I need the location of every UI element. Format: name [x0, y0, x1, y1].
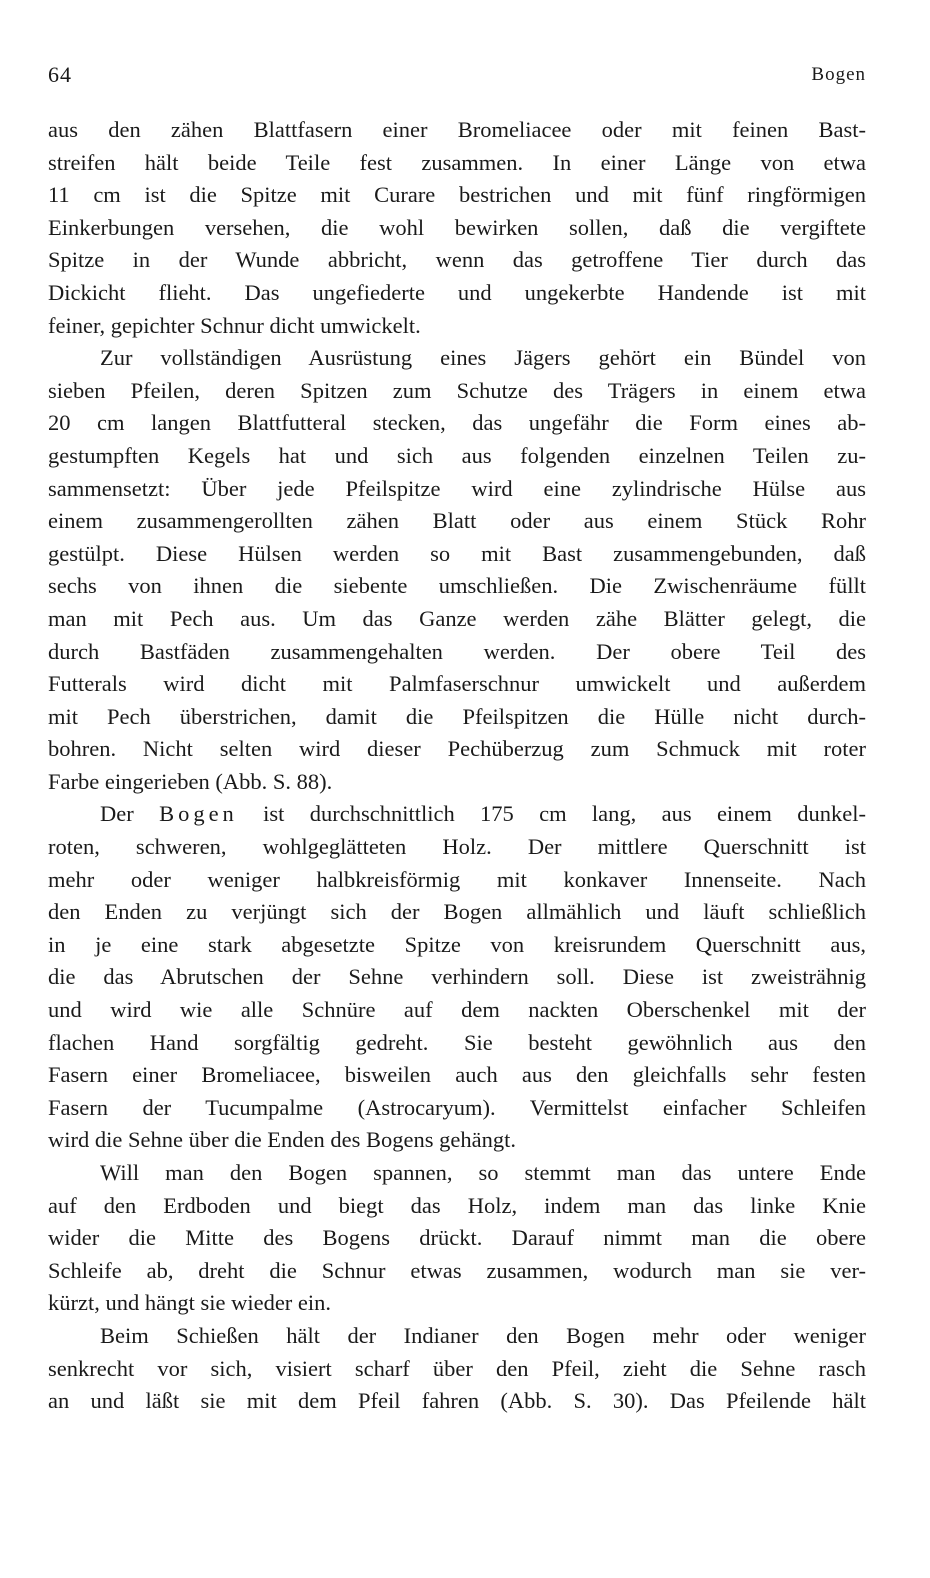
text-line: bohren. Nicht selten wird dieser Pechüberzug zum Schmuck mit roter — [48, 736, 866, 762]
paragraph-1 — [48, 114, 866, 342]
text-line: Farbe eingerieben (Abb. S. 88). — [48, 768, 333, 794]
text-line: roten, schweren, wohlgeglätteten Holz. Der mittlere Querschnitt ist — [48, 834, 866, 860]
paragraph-3 — [48, 798, 866, 1157]
text-line — [48, 798, 866, 831]
lead-before: Der — [100, 801, 160, 827]
text-line: Zur vollständigen Ausrüstung eines Jägers gehört ein Bündel von — [100, 345, 866, 371]
text-line: senkrecht vor sich, visiert scharf über den Pfeil, zieht die Sehne rasch — [48, 1355, 866, 1381]
text-line: gestumpften Kegels hat und sich aus folgenden einzelnen Teilen zu- — [48, 442, 866, 468]
text-line: Futterals wird dicht mit Palmfaserschnur umwickelt und außerdem — [48, 671, 866, 697]
text-line: aus den zähen Blattfasern einer Bromeliacee oder mit feinen Bast- — [48, 117, 866, 142]
text-line: und wird wie alle Schnüre auf dem nackten Oberschenkel mit der — [48, 997, 866, 1023]
page-number: 64 — [48, 62, 72, 87]
text-line: man mit Pech aus. Um das Ganze werden zähe Blätter gelegt, die — [48, 605, 866, 631]
text-line: Beim Schießen hält der Indianer den Bogen mehr oder weniger — [100, 1322, 866, 1348]
text-line: auf den Erdboden und biegt das Holz, indem man das linke Knie — [48, 1192, 866, 1218]
text-line: Spitze in der Wunde abbricht, wenn das getroffene Tier durch das — [48, 247, 866, 273]
text-line: gestülpt. Diese Hülsen werden so mit Bast zusammengebunden, daß — [48, 540, 866, 566]
text-line: streifen hält beide Teile fest zusammen. In einer Länge von etwa — [48, 149, 866, 175]
text-line: 11 cm ist die Spitze mit Curare bestrichen und mit fünf ringförmigen — [48, 182, 866, 208]
text-line: wider die Mitte des Bogens drückt. Darauf nimmt man die obere — [48, 1225, 866, 1251]
text-line: feiner, gepichter Schnur dicht umwickelt. — [48, 312, 421, 338]
page-header — [48, 62, 866, 92]
text-line: mehr oder weniger halbkreisförmig mit konkaver Innenseite. Nach — [48, 866, 866, 892]
text-line: den Enden zu verjüngt sich der Bogen allmählich und läuft schließlich — [48, 899, 866, 925]
text-line: in je eine stark abgesetzte Spitze von kreisrundem Querschnitt aus, — [48, 931, 866, 957]
text-line: Fasern einer Bromeliacee, bisweilen auch aus den gleichfalls sehr festen — [48, 1062, 866, 1088]
text-line: Will man den Bogen spannen, so stemmt man das untere Ende — [100, 1160, 866, 1185]
text-line: mit Pech überstrichen, damit die Pfeilspitzen die Hülle nicht durch- — [48, 703, 866, 729]
paragraph-5 — [48, 1320, 866, 1418]
text-line: einem zusammengerollten zähen Blatt oder aus einem Stück Rohr — [48, 508, 866, 534]
text-line: Einkerbungen versehen, die wohl bewirken sollen, daß die vergiftete — [48, 214, 866, 240]
text-line: kürzt, und hängt sie wieder ein. — [48, 1290, 332, 1316]
text-line: sechs von ihnen die siebente umschließen. Die Zwischenräume füllt — [48, 573, 866, 599]
body-text — [48, 114, 866, 1418]
text-line: sieben Pfeilen, deren Spitzen zum Schutze des Trägers in einem etwa — [48, 377, 866, 403]
paragraph-2 — [48, 342, 866, 798]
text-line: 20 cm langen Blattfutteral stecken, das ungefähr die Form eines ab- — [48, 410, 866, 436]
paragraph-4 — [48, 1157, 866, 1320]
lead-after: ist durchschnittlich 175 cm lang, aus einem dunkel- — [237, 801, 866, 827]
text-line: wird die Sehne über die Enden des Bogens gehängt. — [48, 1127, 517, 1153]
text-line: die das Abrutschen der Sehne verhindern soll. Diese ist zweisträhnig — [48, 964, 866, 990]
text-line: an und läßt sie mit dem Pfeil fahren (Abb. S. 30). Das Pfeilende hält — [48, 1388, 866, 1414]
text-line: Fasern der Tucumpalme (Astrocaryum). Vermittelst einfacher Schleifen — [48, 1094, 866, 1120]
text-line: Schleife ab, dreht die Schnur etwas zusammen, wodurch man sie ver- — [48, 1257, 866, 1283]
text-line: flachen Hand sorgfältig gedreht. Sie besteht gewöhnlich aus den — [48, 1029, 866, 1055]
text-line: durch Bastfäden zusammengehalten werden. Der obere Teil des — [48, 638, 866, 664]
running-head: Bogen — [811, 64, 866, 85]
text-line: sammensetzt: Über jede Pfeilspitze wird eine zylindrische Hülse aus — [48, 475, 866, 501]
text-line: Dickicht flieht. Das ungefiederte und ungekerbte Handende ist mit — [48, 279, 866, 305]
emphasized-term: Bogen — [159, 801, 238, 827]
